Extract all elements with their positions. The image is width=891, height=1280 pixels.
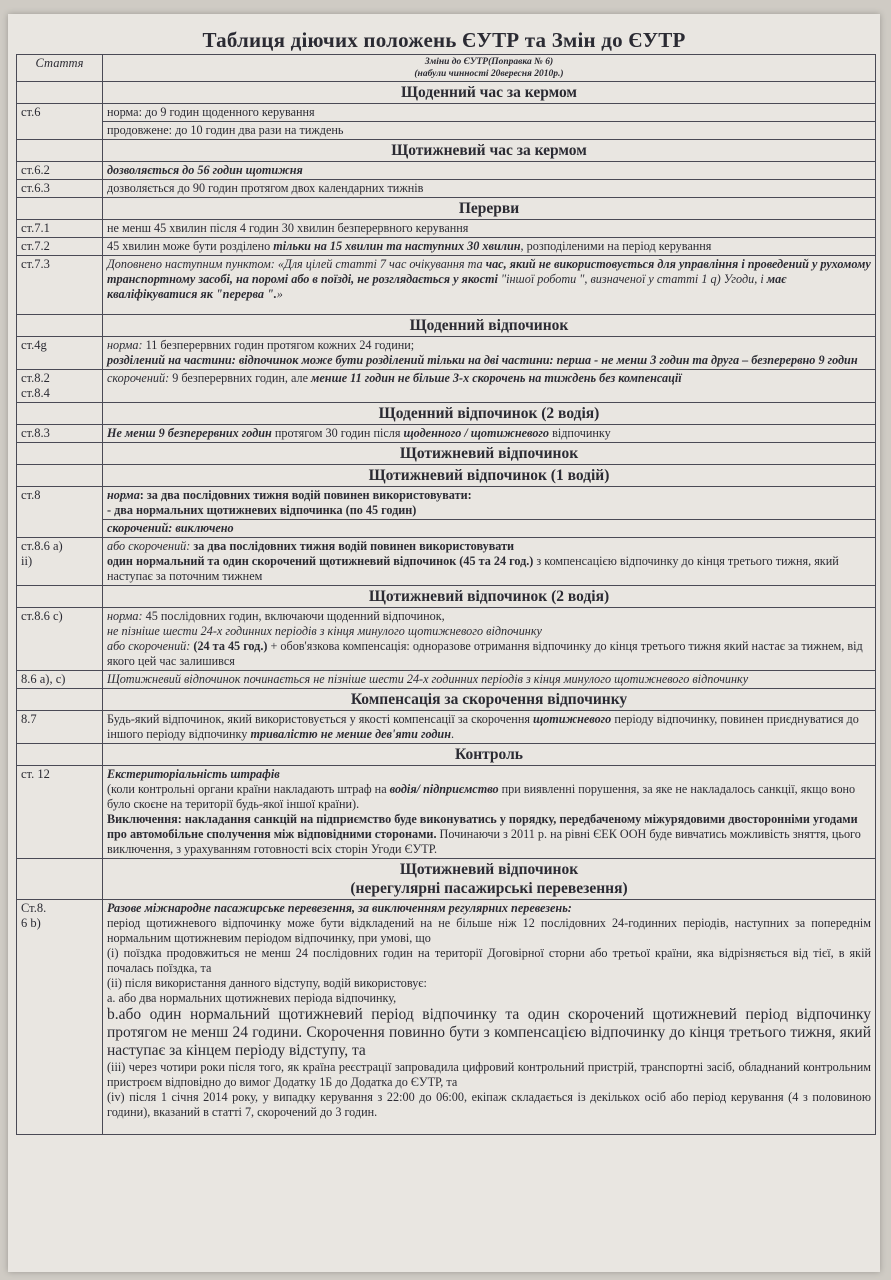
article-cell: 8.6 а), с) — [17, 671, 103, 689]
table-row — [17, 122, 876, 140]
paragraph: (ii) після використання данного відступу, водій використовує: — [107, 976, 427, 990]
table-row — [17, 608, 876, 671]
article-cell: ст.8.6 а) ii) — [17, 538, 103, 586]
article-cell: ст.7.3 — [17, 256, 103, 315]
section-weekly-rest: Щотижневий відпочинок — [103, 443, 876, 465]
table-row — [17, 220, 876, 238]
paragraph: (i) поїздка продовжиться не менш 24 послідовних годин на території Договірної сторни або третьої країни, яка відрізняється від тієї, в якій почалась поїздка, та — [107, 946, 871, 975]
provision-cell: Екстериторіальність штрафів (коли контрольні органи країни накладають штраф на водія/ підприємство при виявленні порушення, за яке не накладалось санкції, якщо воно було скоєне на території будь-якої іншої країни). Виключення: накладання санкцій на підприємство буде виконуватись у порядку, передбаченому міжурядовими двосторонніми угодами про автомобільне сполучення між відповідними сторонами. Починаючи з 2011 р. на рівні ЄЕК ООН буде вивчатись можливість зняття, цього виключення, з урахуванням готовності всіх сторін Угоди ЄУТР. — [103, 766, 876, 859]
table-header-row — [17, 55, 876, 82]
provision-cell: норма: 45 послідовних годин, включаючи щоденний відпочинок, не пізніше шести 24-х годинних періодів з кінця минулого щотижневого відпочинку або скорочений: (24 та 45 год.) + обов'язкова компенсація: одноразове отримання відпочинку до кінця третього тижня який настає за тижнем, від якого цей час залишився — [103, 608, 876, 671]
article-cell: ст.7.2 — [17, 238, 103, 256]
article-cell: ст.6.3 — [17, 180, 103, 198]
paragraph: b.або один нормальний щотижневий період відпочинку та один скорочений щотижневий період відпочинку протягом не менш 24 години. Скорочення повинно бути з компенсацією відпочинку до кінця третього тижня, який наступає за кінцем періоду відступу, та — [107, 1006, 871, 1059]
amendment-column-header — [103, 55, 876, 82]
section-heading-row — [17, 744, 876, 766]
section-daily-rest: Щоденний відпочинок — [103, 315, 876, 337]
section-heading-row — [17, 315, 876, 337]
table-row — [17, 711, 876, 744]
section-heading-row — [17, 689, 876, 711]
section-heading-row — [17, 140, 876, 162]
section-heading-row — [17, 859, 876, 900]
table-row — [17, 900, 876, 1135]
provision-cell: не менш 45 хвилин після 4 годин 30 хвилин безперервного керування — [103, 220, 876, 238]
provision-cell: норма: за два послідовних тижня водій повинен використовувати: - два нормальних щотижневих відпочинка (по 45 годин) — [103, 487, 876, 520]
table-row — [17, 538, 876, 586]
provision-cell: Не менш 9 безперервних годин протягом 30 годин після щоденного / щотижневого відпочинку — [103, 425, 876, 443]
table-row — [17, 180, 876, 198]
section-heading-row — [17, 586, 876, 608]
article-cell: ст.6.2 — [17, 162, 103, 180]
paragraph: Разове міжнародне пасажирське перевезення, за виключенням регулярних перевезень: — [107, 901, 572, 915]
paragraph: (iv) після 1 січня 2014 року, у випадку керування з 22:00 до 06:00, екіпаж складається із декількох осіб або період керування (4 з половиною години), вказаний в статті 7, скорочений до 3 годин. — [107, 1090, 871, 1119]
provision-cell — [103, 900, 876, 1135]
document-sheet — [8, 14, 880, 1272]
article-cell: ст.8.2 ст.8.4 — [17, 370, 103, 403]
section-heading-row — [17, 443, 876, 465]
page-title: Таблиця діючих положень ЄУТР та Змін до ЄУТР — [202, 28, 686, 52]
table-row — [17, 104, 876, 122]
table-row — [17, 238, 876, 256]
table-row — [17, 766, 876, 859]
provision-cell: норма: 11 безперервних годин протягом кожних 24 години; розділений на частини: відпочинок може бути розділений тільки на дві частини: перша - не менш 3 годин та друга – безперервно 9 годин — [103, 337, 876, 370]
section-daily-rest-2: Щоденний відпочинок (2 водія) — [103, 403, 876, 425]
article-cell: ст.4g — [17, 337, 103, 370]
article-cell: ст.8 — [17, 487, 103, 538]
section-control: Контроль — [103, 744, 876, 766]
table-row — [17, 425, 876, 443]
article-cell: ст.8.3 — [17, 425, 103, 443]
provision-cell: дозволяється до 56 годин щотижня — [103, 162, 876, 180]
table-row — [17, 671, 876, 689]
amendment-header-line2: (набули чинності 20вересня 2010р.) — [414, 69, 564, 79]
regulations-table — [16, 54, 876, 1135]
provision-cell: Щотижневий відпочинок починається не пізніше шести 24-х годинних періодів з кінця минулого щотижневого відпочинку — [103, 671, 876, 689]
section-weekly-rest-1: Щотижневий відпочинок (1 водій) — [103, 465, 876, 487]
section-heading-row — [17, 403, 876, 425]
section-daily-driving: Щоденний час за кермом — [103, 82, 876, 104]
table-row — [17, 520, 876, 538]
article-cell: Ст.8. 6 b) — [17, 900, 103, 1135]
paragraph: (iii) через чотири роки після того, як країна реєстрації запровадила цифровий контрольний пристрій, транспортні засіб, обладнаний контрольним пристроєм відповідно до вимог Додатку 1Б до Додатка до ЄУТР, та — [107, 1060, 871, 1089]
article-cell: 8.7 — [17, 711, 103, 744]
table-row — [17, 337, 876, 370]
article-cell: ст. 12 — [17, 766, 103, 859]
section-heading-row — [17, 465, 876, 487]
provision-cell: скорочений: 9 безперервних годин, але менше 11 годин не більше 3-х скорочень на тиждень без компенсації — [103, 370, 876, 403]
paragraph: період щотижневого відпочинку може бути відкладений на не більше ніж 12 послідовних 24-годинних періодів, наступних за попереднім нормальним щотижневим періодом відпочинку, при умові, що — [107, 916, 871, 945]
table-row — [17, 162, 876, 180]
section-irregular: Щотижневий відпочинок (нерегулярні пасажирські перевезення) — [103, 859, 876, 900]
provision-cell: дозволяється до 90 годин протягом двох календарних тижнів — [103, 180, 876, 198]
section-weekly-rest-2: Щотижневий відпочинок (2 водія) — [103, 586, 876, 608]
table-row — [17, 370, 876, 403]
article-cell: ст.6 — [17, 104, 103, 140]
provision-cell: 45 хвилин може бути розділено тільки на 15 хвилин та наступних 30 хвилин, розподіленими на період керування — [103, 238, 876, 256]
section-compensation: Компенсація за скорочення відпочинку — [103, 689, 876, 711]
provision-cell: або скорочений: за два послідовних тижня водій повинен використовувати один нормальний та один скорочений щотижневий відпочинок (45 та 24 год.) з компенсацією відпочинку до кінця третього тижня, який наступає за поточним тижнем — [103, 538, 876, 586]
provision-cell: скорочений: виключено — [103, 520, 876, 538]
paragraph: a. або два нормальних щотижневих періода відпочинку, — [107, 991, 397, 1005]
table-row — [17, 256, 876, 315]
article-cell: ст.7.1 — [17, 220, 103, 238]
provision-cell: продовжене: до 10 годин два рази на тиждень — [103, 122, 876, 140]
amendment-header-line1: Зміни до ЄУТР(Поправка № 6) — [424, 57, 554, 67]
section-heading-row — [17, 82, 876, 104]
section-weekly-driving: Щотижневий час за кермом — [103, 140, 876, 162]
provision-cell: Доповнено наступним пунктом: «Для цілей статті 7 час очікування та час, який не використовується для управління і проведений у рухомому транспортному засобі, на поромі або в поїзді, не розглядається у якості "іншої роботи ", визначеної у статті 1 q) Угоди, і має кваліфікуватися як "перерва ".» — [103, 256, 876, 315]
article-column-header: Стаття — [17, 55, 103, 82]
provision-cell: норма: до 9 годин щоденного керування — [103, 104, 876, 122]
section-breaks: Перерви — [103, 198, 876, 220]
article-cell: ст.8.6 с) — [17, 608, 103, 671]
table-row — [17, 487, 876, 520]
section-heading-row — [17, 198, 876, 220]
provision-cell: Будь-який відпочинок, який використовується у якості компенсації за скорочення щотижневого періоду відпочинку, повинен приєднуватися до іншого періоду відпочинку тривалістю не менше дев'яти годин. — [103, 711, 876, 744]
